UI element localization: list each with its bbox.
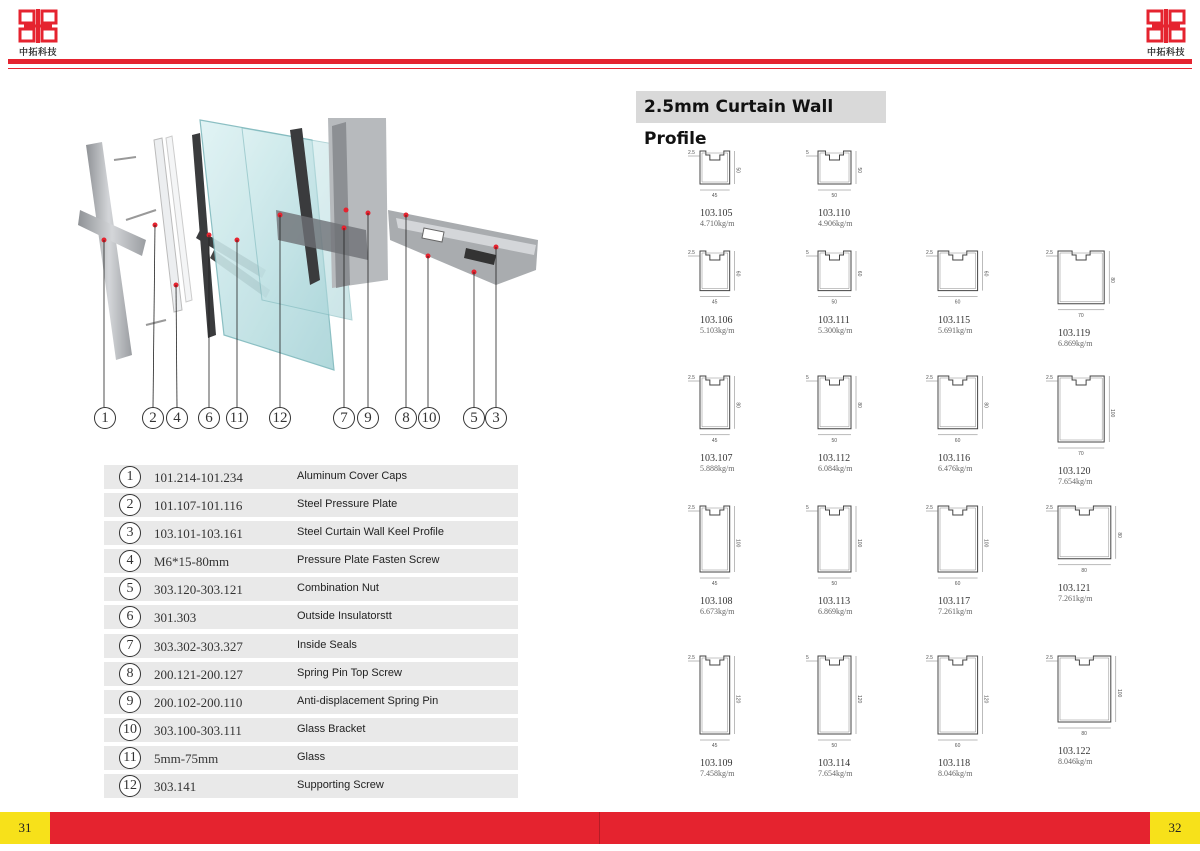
profile-code: 103.111 (818, 314, 850, 326)
part-code: 303.100-303.111 (154, 722, 242, 738)
part-code: 103.101-103.161 (154, 526, 243, 542)
exploded-assembly-illustration (66, 110, 556, 440)
dim-thickness: 2.5 (688, 250, 695, 256)
dim-thickness: 5 (806, 250, 809, 256)
part-number: 11 (119, 747, 141, 769)
dim-thickness: 5 (806, 505, 809, 511)
header-rule (8, 59, 1192, 64)
part-number: 5 (119, 578, 141, 600)
callout-number: 7 (333, 407, 355, 429)
dim-height: 50 (856, 167, 862, 174)
profile-weight: 6.673kg/m (700, 607, 735, 616)
profile-code: 103.116 (938, 452, 971, 464)
dim-width: 60 (954, 743, 961, 749)
profile-weight: 6.476kg/m (938, 463, 973, 473)
part-code: 301.303 (154, 610, 197, 626)
profile-section-drawing (688, 500, 748, 590)
profile-card (926, 370, 1036, 490)
dim-height: 100 (856, 539, 862, 548)
dim-width: 45 (711, 299, 718, 306)
dim-height: 120 (734, 695, 741, 704)
profile-code: 103.110 (818, 208, 851, 219)
part-number: 2 (119, 494, 141, 516)
part-name: Anti-displacement Spring Pin (297, 694, 439, 707)
header-rule-thin (8, 68, 1192, 69)
dim-width: 70 (1078, 451, 1084, 457)
profile-weight: 4.710kg/m (700, 219, 735, 228)
profile-weight: 5.691kg/m (938, 325, 973, 335)
dim-thickness: 2.5 (926, 655, 933, 661)
profile-weight: 7.458kg/m (700, 769, 735, 778)
part-code: 5mm-75mm (154, 750, 219, 766)
profile-card (1046, 245, 1156, 365)
profile-weight: 7.654kg/m (1058, 477, 1093, 486)
brand-name: 中拓科技 (18, 48, 57, 58)
dim-thickness: 2.5 (1046, 505, 1053, 511)
profile-section-drawing (1046, 370, 1122, 460)
profile-section-drawing (926, 370, 996, 447)
profile-card (688, 650, 798, 778)
callout-number: 2 (142, 407, 164, 429)
dim-width: 60 (954, 299, 961, 306)
callout-number: 1 (94, 407, 116, 429)
callout-number: 5 (463, 407, 485, 429)
dim-height: 80 (1115, 532, 1122, 538)
part-number: 7 (119, 635, 141, 657)
part-code: 303.120-303.121 (154, 582, 243, 598)
dim-thickness: 2.5 (688, 375, 695, 381)
brand-logo (1146, 9, 1186, 57)
callout-number: 8 (395, 407, 417, 429)
profile-section-drawing (806, 145, 869, 202)
profile-code: 103.112 (818, 452, 851, 464)
profile-code: 103.117 (938, 596, 971, 607)
part-number: 12 (119, 775, 141, 797)
profile-section-drawing (1046, 650, 1129, 740)
profile-weight: 7.261kg/m (938, 607, 973, 616)
profile-code: 103.120 (1058, 466, 1091, 477)
dim-height: 120 (982, 695, 989, 704)
profile-card (806, 500, 916, 620)
profile-section-drawing (806, 370, 869, 447)
profile-card (926, 650, 1036, 778)
profile-card (688, 370, 798, 490)
dim-height: 80 (1109, 277, 1116, 283)
dim-thickness: 5 (806, 375, 809, 381)
dim-height: 50 (734, 167, 741, 174)
table-row (104, 690, 518, 714)
callout-number: 11 (226, 407, 248, 429)
part-name: Glass Bracket (297, 722, 366, 735)
dim-width: 50 (831, 299, 838, 306)
parts-table (104, 465, 518, 802)
callout-number: 3 (485, 407, 507, 429)
footer-divider (599, 812, 600, 844)
part-number: 9 (119, 691, 141, 713)
profile-card (926, 245, 1036, 365)
table-row (104, 662, 518, 686)
page-number-right: 32 (1150, 812, 1200, 844)
profile-weight: 6.084kg/m (818, 463, 853, 473)
dim-width: 50 (831, 743, 838, 749)
part-code: 200.121-200.127 (154, 666, 243, 682)
dim-height: 100 (734, 539, 741, 548)
table-row (104, 465, 518, 489)
part-number: 10 (119, 719, 141, 741)
profile-section-drawing (926, 500, 996, 590)
profile-section-drawing (688, 650, 748, 752)
profile-section-drawing (806, 245, 869, 309)
profile-section-drawing (688, 245, 748, 309)
profile-section-drawing (806, 650, 869, 752)
profile-card (1046, 500, 1156, 620)
profile-code: 103.114 (818, 758, 851, 769)
dim-width: 45 (711, 581, 718, 587)
profile-code: 103.122 (1058, 746, 1091, 757)
profile-section-drawing (806, 500, 869, 590)
part-code: M6*15-80mm (154, 554, 230, 570)
table-row (104, 577, 518, 601)
footer (0, 812, 1200, 844)
dim-thickness: 2.5 (1046, 375, 1053, 381)
profile-weight: 5.300kg/m (818, 325, 853, 335)
dim-width: 45 (711, 437, 718, 444)
table-row (104, 634, 518, 658)
profile-weight: 5.888kg/m (700, 463, 735, 473)
profile-section-drawing (926, 650, 996, 752)
part-name: Glass (297, 750, 326, 763)
profile-card (806, 370, 916, 490)
dim-height: 120 (856, 695, 862, 704)
part-name: Inside Seals (297, 638, 357, 651)
profile-code: 103.105 (700, 208, 733, 219)
profile-card (688, 245, 798, 365)
table-row (104, 774, 518, 798)
dim-thickness: 2.5 (1046, 655, 1053, 661)
table-row (104, 746, 518, 770)
page-number-left: 31 (0, 812, 50, 844)
dim-height: 80 (982, 402, 989, 408)
dim-height: 80 (856, 402, 862, 408)
dim-width: 50 (831, 437, 838, 444)
profile-weight: 4.906kg/m (818, 219, 853, 228)
part-code: 303.141 (154, 779, 197, 795)
profile-section-drawing (688, 370, 748, 447)
dim-height: 60 (982, 270, 989, 277)
dim-width: 80 (1081, 731, 1087, 737)
dim-thickness: 2.5 (1046, 250, 1053, 256)
profile-code: 103.113 (818, 596, 851, 607)
dim-height: 80 (734, 402, 741, 408)
dim-width: 50 (831, 581, 838, 587)
dim-thickness: 2.5 (688, 505, 695, 511)
callout-number: 6 (198, 407, 220, 429)
callout-number: 10 (418, 407, 440, 429)
profile-card (806, 650, 916, 778)
profile-card (688, 500, 798, 620)
part-name: Steel Curtain Wall Keel Profile (297, 526, 444, 539)
profile-weight: 6.869kg/m (1058, 338, 1093, 348)
part-name: Steel Pressure Plate (297, 498, 398, 511)
profile-weight: 5.103kg/m (700, 325, 735, 335)
table-row (104, 605, 518, 629)
part-code: 101.107-101.116 (154, 498, 243, 514)
profile-code: 103.115 (938, 314, 971, 326)
brand-name: 中拓科技 (1146, 48, 1185, 58)
profile-section-drawing (1046, 500, 1129, 577)
profile-section-drawing (688, 145, 748, 202)
part-name: Spring Pin Top Screw (297, 666, 402, 679)
dim-height: 100 (1109, 409, 1116, 418)
profile-weight: 8.046kg/m (938, 769, 973, 778)
dim-thickness: 5 (806, 150, 809, 156)
dim-width: 45 (711, 743, 718, 749)
dim-width: 80 (1081, 567, 1087, 574)
profile-card (926, 500, 1036, 620)
dim-thickness: 2.5 (688, 655, 695, 661)
footer-bar (50, 812, 1150, 844)
part-code: 101.214-101.234 (154, 470, 243, 485)
brand-logo-icon (1146, 9, 1186, 43)
brand-logo-icon (18, 9, 58, 43)
dim-height: 100 (982, 539, 989, 548)
section-title: 2.5mm Curtain Wall Profile (636, 91, 886, 123)
dim-height: 60 (734, 270, 741, 277)
profile-weight: 8.046kg/m (1058, 757, 1093, 766)
part-name: Combination Nut (297, 582, 379, 595)
part-name: Supporting Screw (297, 779, 384, 792)
part-number: 4 (119, 550, 141, 572)
part-number: 8 (119, 663, 141, 685)
part-name: Outside Insulatorstt (297, 610, 392, 623)
table-row (104, 493, 518, 517)
part-number: 3 (119, 522, 141, 544)
part-number: 6 (119, 606, 141, 628)
part-name: Aluminum Cover Caps (297, 470, 408, 482)
profile-card (1046, 650, 1156, 770)
profile-code: 103.121 (1058, 582, 1091, 594)
dim-thickness: 2.5 (926, 505, 933, 511)
callout-number: 9 (357, 407, 379, 429)
dim-width: 45 (711, 193, 718, 199)
profile-code: 103.109 (700, 758, 733, 769)
callout-number: 4 (166, 407, 188, 429)
dim-width: 70 (1078, 312, 1084, 319)
profile-weight: 6.869kg/m (818, 607, 853, 616)
brand-logo (18, 9, 58, 57)
dim-height: 100 (1115, 689, 1122, 698)
part-name: Pressure Plate Fasten Screw (297, 554, 440, 567)
dim-width: 60 (954, 437, 961, 444)
dim-width: 60 (954, 581, 961, 587)
dim-thickness: 2.5 (926, 250, 933, 256)
dim-thickness: 2.5 (926, 375, 933, 381)
profile-weight: 7.261kg/m (1058, 593, 1093, 603)
profile-section-drawing (1046, 245, 1122, 322)
table-row (104, 549, 518, 573)
profile-card (1046, 370, 1156, 490)
dim-width: 50 (831, 193, 838, 199)
profile-code: 103.118 (938, 758, 971, 769)
profile-code: 103.119 (1058, 327, 1091, 339)
table-row (104, 718, 518, 742)
dim-thickness: 5 (806, 655, 809, 661)
part-code: 303.302-303.327 (154, 638, 243, 654)
profile-code: 103.108 (700, 596, 733, 607)
part-code: 200.102-200.110 (154, 694, 243, 710)
profile-card (806, 245, 916, 365)
profile-weight: 7.654kg/m (818, 769, 853, 778)
profile-section-drawing (926, 245, 996, 309)
dim-height: 60 (856, 270, 862, 277)
callout-number: 12 (269, 407, 291, 429)
dim-thickness: 2.5 (688, 150, 695, 156)
table-row (104, 521, 518, 545)
part-number: 1 (119, 466, 141, 488)
profile-code: 103.107 (700, 452, 733, 464)
profile-code: 103.106 (700, 314, 733, 326)
